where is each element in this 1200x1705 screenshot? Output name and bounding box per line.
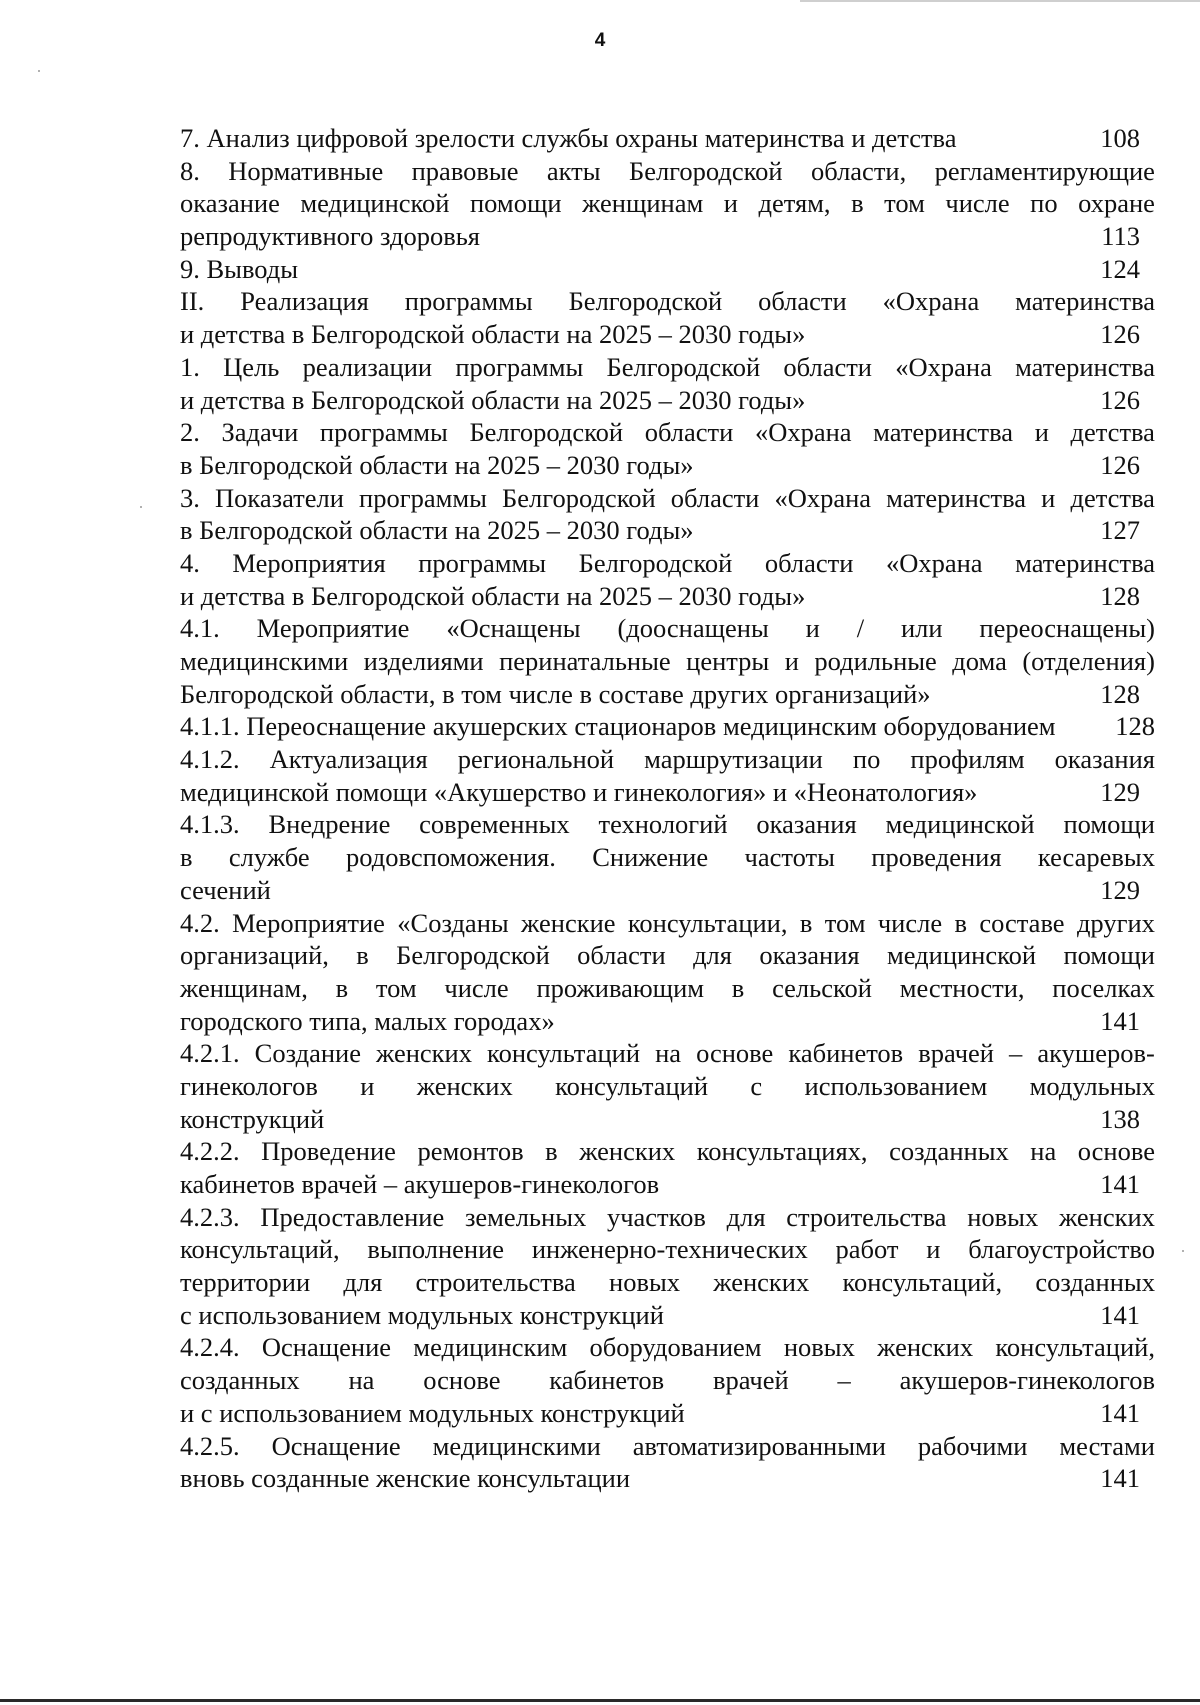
toc-word: женщинам [582,188,704,219]
toc-word: и [784,646,799,676]
toc-page-number: 141 [1100,1463,1140,1494]
toc-word: материнства [886,482,1027,513]
toc-entry-last-line [180,514,1155,547]
toc-page-number: 138 [1100,1103,1140,1134]
toc-entry-line [180,1233,1155,1266]
toc-word: автоматизированными [632,1430,886,1461]
toc-word: оказания [759,940,860,971]
toc-word: 4.1. [180,613,220,644]
toc-entry [180,907,1155,1038]
toc-word: медицинской [886,940,1037,971]
toc-word: программы [418,547,547,578]
toc-word: консультаций [487,1038,641,1069]
toc-word: частоты [744,842,835,873]
toc-entry-text: с использованием модульных конструкций [180,1299,664,1330]
toc-page-number: 128 [1100,580,1140,611]
toc-word: «Охрана [754,417,852,448]
toc-word: сельской [772,972,872,1003]
toc-word: для [726,1201,766,1232]
toc-entry-line [180,155,1155,188]
toc-word: детям, [758,188,831,219]
toc-page-number: 141 [1100,1397,1140,1428]
toc-word: других [1076,907,1155,938]
toc-entry-line [180,645,1155,678]
toc-word: акушеров-гинекологов [899,1365,1155,1396]
toc-word: консультаций, [180,1234,340,1265]
toc-word: 4.2.5. [180,1430,240,1461]
toc-word: в [180,842,193,873]
toc-word: Белгородской [502,482,656,513]
toc-entry-text: и детства в Белгородской области на 2025 – 2030 годы» [180,319,806,350]
toc-word: Белгородской [606,351,761,382]
toc-word: консультациях, [696,1136,868,1167]
toc-page-number: 141 [1100,1169,1140,1199]
toc-word: области [758,286,847,317]
toc-word: медицинским [413,1332,568,1363]
toc-word: на [348,1365,375,1396]
toc-entry-line [180,808,1155,841]
toc-word: службе [228,842,310,873]
toc-page-number: 108 [1100,123,1140,153]
toc-word: изделиями [363,646,484,676]
toc-word: на [1030,1136,1057,1167]
toc-word: консультаций, [995,1332,1155,1363]
page-number: 4 [594,30,606,51]
toc-entry-line [180,907,1155,940]
toc-word: выполнение [367,1234,505,1265]
toc-word: области [783,351,872,382]
toc-word: «Созданы [397,907,509,938]
toc-word: детства [1070,417,1155,448]
toc-entry [180,710,1155,743]
toc-word: перинатальные [499,646,671,676]
toc-word: в [851,188,864,219]
toc-entry-last-line [180,1397,1155,1430]
toc-word: родильные [814,646,937,676]
toc-word: модульных [1029,1070,1155,1101]
toc-entry [180,1430,1155,1495]
toc-word: 4.1.2. [180,744,240,775]
toc-word: том [884,188,925,219]
toc-word: в [731,972,745,1003]
toc-word: охране [1078,188,1155,219]
toc-word: кесаревых [1037,842,1155,873]
toc-word: региональной [457,744,615,775]
toc-word: дома [952,646,1007,676]
toc-word: инженерно-технических [531,1234,808,1265]
toc-entry-line [180,416,1155,449]
toc-entry-last-line [180,122,1155,155]
toc-word: в [799,907,813,938]
toc-word: Цель [223,351,280,382]
toc-word: области [764,547,854,578]
toc-entry [180,1037,1155,1135]
toc-word: консультаций, [842,1267,1003,1298]
toc-entry-text: Белгородской области, в том числе в составе других организаций» [180,678,931,709]
toc-word: Актуализация [269,744,428,775]
toc-word: консультаций [555,1070,709,1101]
toc-word: в [356,940,369,971]
toc-entry-last-line [180,710,1155,743]
toc-word: Белгородской [628,155,783,186]
toc-entry-line [180,482,1155,515]
toc-page-number: 126 [1100,449,1140,480]
toc-word: врачей [918,1038,994,1069]
toc-word: проведения [871,842,1002,873]
toc-word: медицинскими [180,646,349,676]
toc-entry-last-line [180,1005,1155,1038]
toc-word: Реализация [240,286,369,317]
toc-word: программы [319,417,448,448]
toc-word: правовые [411,155,519,186]
toc-entry-text: в Белгородской области на 2025 – 2030 годы» [180,515,694,546]
toc-word: помощи [1063,809,1155,840]
toc-word: в [545,1136,558,1167]
toc-entry [180,122,1155,155]
toc-entry-last-line [180,874,1155,907]
toc-word: Мероприятия [232,547,386,578]
toc-word: консультации, [627,907,788,938]
toc-entry-text: медицинской помощи «Акушерство и гинекология» и «Неонатология» [180,776,978,807]
toc-word: и [805,613,820,644]
toc-page-number: 127 [1100,515,1140,546]
toc-word: / [856,613,865,644]
toc-entry-text: вновь созданные женские консультации [180,1463,631,1494]
toc-word: числе [945,188,1010,219]
toc-word: Снижение [592,842,709,873]
toc-word: Создание [254,1038,361,1069]
toc-word: работ [835,1234,899,1265]
toc-entry [180,743,1155,808]
toc-entry-line [180,1037,1155,1070]
toc-word: – [837,1365,851,1396]
toc-page-number: 126 [1100,384,1140,415]
toc-word: территории [180,1267,311,1298]
toc-entry [180,1135,1155,1200]
toc-entry-text: и детства в Белгородской области на 2025 – 2030 годы» [180,580,806,611]
toc-word: медицинскими [432,1430,601,1461]
toc-page-number: 129 [1100,776,1140,807]
toc-word: 1. [180,351,200,382]
toc-word: новых [967,1201,1039,1232]
toc-word: «Оснащены [446,613,581,644]
toc-word: основе [1077,1136,1155,1167]
toc-page-number: 128 [1115,711,1155,742]
toc-page-number: 126 [1100,319,1140,350]
toc-word: 4.2.3. [180,1201,240,1232]
toc-entry-line [180,743,1155,776]
toc-word: числе [877,907,943,938]
toc-entry-last-line [180,253,1155,286]
toc-word: женских [579,1136,676,1167]
toc-word: по [852,744,881,775]
toc-page-number: 128 [1100,678,1140,709]
toc-word: (дооснащены [617,613,769,644]
toc-entry [180,253,1155,286]
toc-word: материнства [1015,547,1155,578]
toc-entry-text: кабинетов врачей – акушеров-гинекологов [180,1169,660,1199]
toc-word: оборудованием [589,1332,762,1363]
toc-word: женских [877,1332,974,1363]
toc-word: на [655,1038,682,1069]
toc-entry-line [180,1266,1155,1299]
toc-word: числе [444,972,509,1003]
toc-entry-line [180,1331,1155,1364]
toc-word: «Охрана [882,286,980,317]
scan-speck [140,506,142,508]
toc-page-number: 141 [1100,1299,1140,1330]
toc-word: «Охрана [895,351,992,382]
toc-entry [180,1331,1155,1429]
toc-word: Мероприятие [232,907,385,938]
toc-word: местами [1059,1430,1155,1461]
toc-word: созданных [180,1365,300,1396]
toc-entry-text: 7. Анализ цифровой зрелости службы охраны материнства и детства [180,123,957,153]
toc-entry-text: в Белгородской области на 2025 – 2030 годы» [180,449,694,480]
toc-word: Проведение [261,1136,396,1167]
toc-word: 4.1.3. [180,809,240,840]
toc-page-number: 129 [1100,874,1140,905]
toc-entry-line [180,351,1155,384]
toc-entry-last-line [180,449,1155,482]
toc-word: области [670,482,760,513]
scan-edge-top [800,0,1200,2]
toc-entry-line [180,972,1155,1005]
toc-entry-line [180,939,1155,972]
toc-entry-text: и детства в Белгородской области на 2025 – 2030 годы» [180,384,806,415]
toc-word: Белгородской [578,547,733,578]
toc-word: новых [783,1332,855,1363]
scan-speck [1182,1250,1184,1252]
toc-word: женщинам, [180,972,308,1003]
toc-entry-text: репродуктивного здоровья [180,221,480,252]
toc-word: женских [1058,1201,1155,1232]
toc-word: врачей [712,1365,789,1396]
toc-word: материнства [1015,351,1155,382]
toc-word: Предоставление [260,1201,445,1232]
toc-word: кабинетов [788,1038,904,1069]
toc-entry-last-line [180,1299,1155,1332]
toc-word: Оснащение [271,1430,401,1461]
toc-word: по [1030,188,1058,219]
toc-word: Белгородской [469,417,624,448]
toc-word: новых [609,1267,681,1298]
toc-word: кабинетов [549,1365,665,1396]
toc-word: программы [359,482,487,513]
toc-word: материнства [1015,286,1155,317]
scan-edge-bottom [0,1699,1200,1702]
toc-entry [180,351,1155,416]
toc-word: или [900,613,943,644]
toc-word: программы [404,286,533,317]
toc-word: в [335,972,349,1003]
toc-entry-last-line [180,678,1155,711]
toc-word: 8. [180,155,200,186]
toc-word: 2. [180,417,200,448]
toc-entry [180,416,1155,481]
toc-entry-text: и с использованием модульных конструкций [180,1397,685,1428]
toc-entry-last-line [180,220,1155,253]
toc-entry-text: сечений [180,874,271,905]
toc-word: для [343,1267,383,1298]
toc-word: использованием [804,1070,988,1101]
toc-entry-line [180,285,1155,318]
toc-entry-last-line [180,1168,1155,1201]
toc-word: женские [521,907,616,938]
toc-word: с [750,1070,763,1101]
toc-word: программы [455,351,584,382]
toc-word: помощи [1063,940,1155,971]
toc-word: Оснащение [261,1332,392,1363]
toc-word: и [723,188,738,219]
toc-entry-text: 4.1.1. Переоснащение акушерских стационаров медицинским оборудованием [180,711,1056,742]
toc-entry-last-line [180,776,1155,809]
toc-word: основе [696,1038,774,1069]
table-of-contents [180,122,1155,1495]
toc-word: области, [811,155,907,186]
toc-word: в [954,907,967,938]
toc-word: местности, [899,972,1025,1003]
toc-word: регламентирующие [934,155,1155,186]
toc-entry-last-line [180,384,1155,417]
toc-word: созданных [1035,1267,1155,1298]
toc-word: Показатели [214,482,344,513]
toc-word: благоустройство [968,1234,1155,1265]
toc-page-number: 141 [1100,1005,1140,1036]
toc-entry [180,155,1155,253]
toc-word: переоснащены) [979,613,1155,644]
toc-entry [180,482,1155,547]
toc-word: 4.2. [180,907,220,938]
toc-word: организаций, [180,940,329,971]
toc-entry-line [180,1070,1155,1103]
toc-word: строительства [415,1267,576,1298]
toc-entry-last-line [180,318,1155,351]
toc-word: медицинской [885,809,1035,840]
toc-word: II. [180,286,205,317]
toc-entry-line [180,547,1155,580]
toc-word: Задачи [221,417,299,448]
toc-entry-text: 9. Выводы [180,253,299,284]
toc-word: поселках [1052,972,1155,1003]
toc-word: 3. [180,482,200,513]
toc-word: строительства [786,1201,947,1232]
toc-entry [180,1201,1155,1332]
toc-word: для [693,940,732,971]
toc-word: оказания [1054,744,1155,775]
toc-word: 4.2.4. [180,1332,240,1363]
toc-word: реализации [302,351,433,382]
toc-word: детства [1070,482,1155,513]
toc-word: проживающим [536,972,705,1003]
toc-word: современных [419,809,570,840]
toc-word: Мероприятие [256,613,410,644]
toc-word: «Охрана [774,482,872,513]
toc-word: составе [979,907,1065,938]
toc-word: земельных [464,1201,587,1232]
toc-word: оказание [180,188,280,219]
toc-word: и [360,1070,375,1101]
toc-entry-line [180,841,1155,874]
toc-word: «Охрана [885,547,983,578]
toc-entry-last-line [180,580,1155,613]
toc-word: области [577,940,666,971]
toc-word: помощи [470,188,562,219]
toc-page-number: 113 [1101,221,1140,252]
toc-word: ремонтов [417,1136,524,1167]
toc-word: 4. [180,547,200,578]
toc-word: медицинской [300,188,450,219]
toc-word: материнства [873,417,1014,448]
toc-word: родовспоможения. [346,842,556,873]
toc-word: том [824,907,866,938]
toc-page-number: 124 [1100,253,1140,284]
toc-word: женских [713,1267,810,1298]
toc-word: том [375,972,417,1003]
toc-entry-line [180,1135,1155,1168]
toc-word: профилям [910,744,1025,775]
toc-entry-line [180,612,1155,645]
toc-word: технологий [598,809,728,840]
toc-word: женских [416,1070,513,1101]
toc-word: центры [686,646,770,676]
toc-word: (отделения) [1022,646,1155,676]
toc-word: основе [423,1365,501,1396]
toc-entry-line [180,1201,1155,1234]
toc-entry-last-line [180,1462,1155,1495]
toc-word: маршрутизации [644,744,823,775]
toc-word: акушеров- [1037,1038,1155,1069]
toc-entry-line [180,1364,1155,1397]
toc-word: Белгородской [568,286,723,317]
toc-word: Белгородской [396,940,550,971]
toc-word: рабочими [917,1430,1028,1461]
toc-entry-text: конструкций [180,1103,325,1134]
toc-word: и [1041,482,1056,513]
toc-entry [180,285,1155,350]
toc-word: области [644,417,734,448]
toc-word: и [1034,417,1049,448]
toc-word: женских [376,1038,472,1069]
toc-entry-last-line [180,1103,1155,1136]
toc-entry [180,612,1155,710]
toc-word: – [1009,1038,1023,1069]
toc-word: 4.2.1. [180,1038,240,1069]
toc-word: и [926,1234,941,1265]
toc-entry-line [180,187,1155,220]
toc-entry-text: городского типа, малых городах» [180,1005,555,1036]
toc-word: Внедрение [268,809,391,840]
scan-speck [38,70,40,72]
toc-entry [180,547,1155,612]
toc-word: созданных [889,1136,1009,1167]
toc-word: участков [606,1201,706,1232]
toc-word: 4.2.2. [180,1136,240,1167]
toc-entry-line [180,1430,1155,1463]
toc-word: акты [546,155,601,186]
toc-word: оказания [756,809,857,840]
toc-word: гинекологов [180,1070,318,1101]
toc-entry [180,808,1155,906]
toc-word: Нормативные [228,155,384,186]
